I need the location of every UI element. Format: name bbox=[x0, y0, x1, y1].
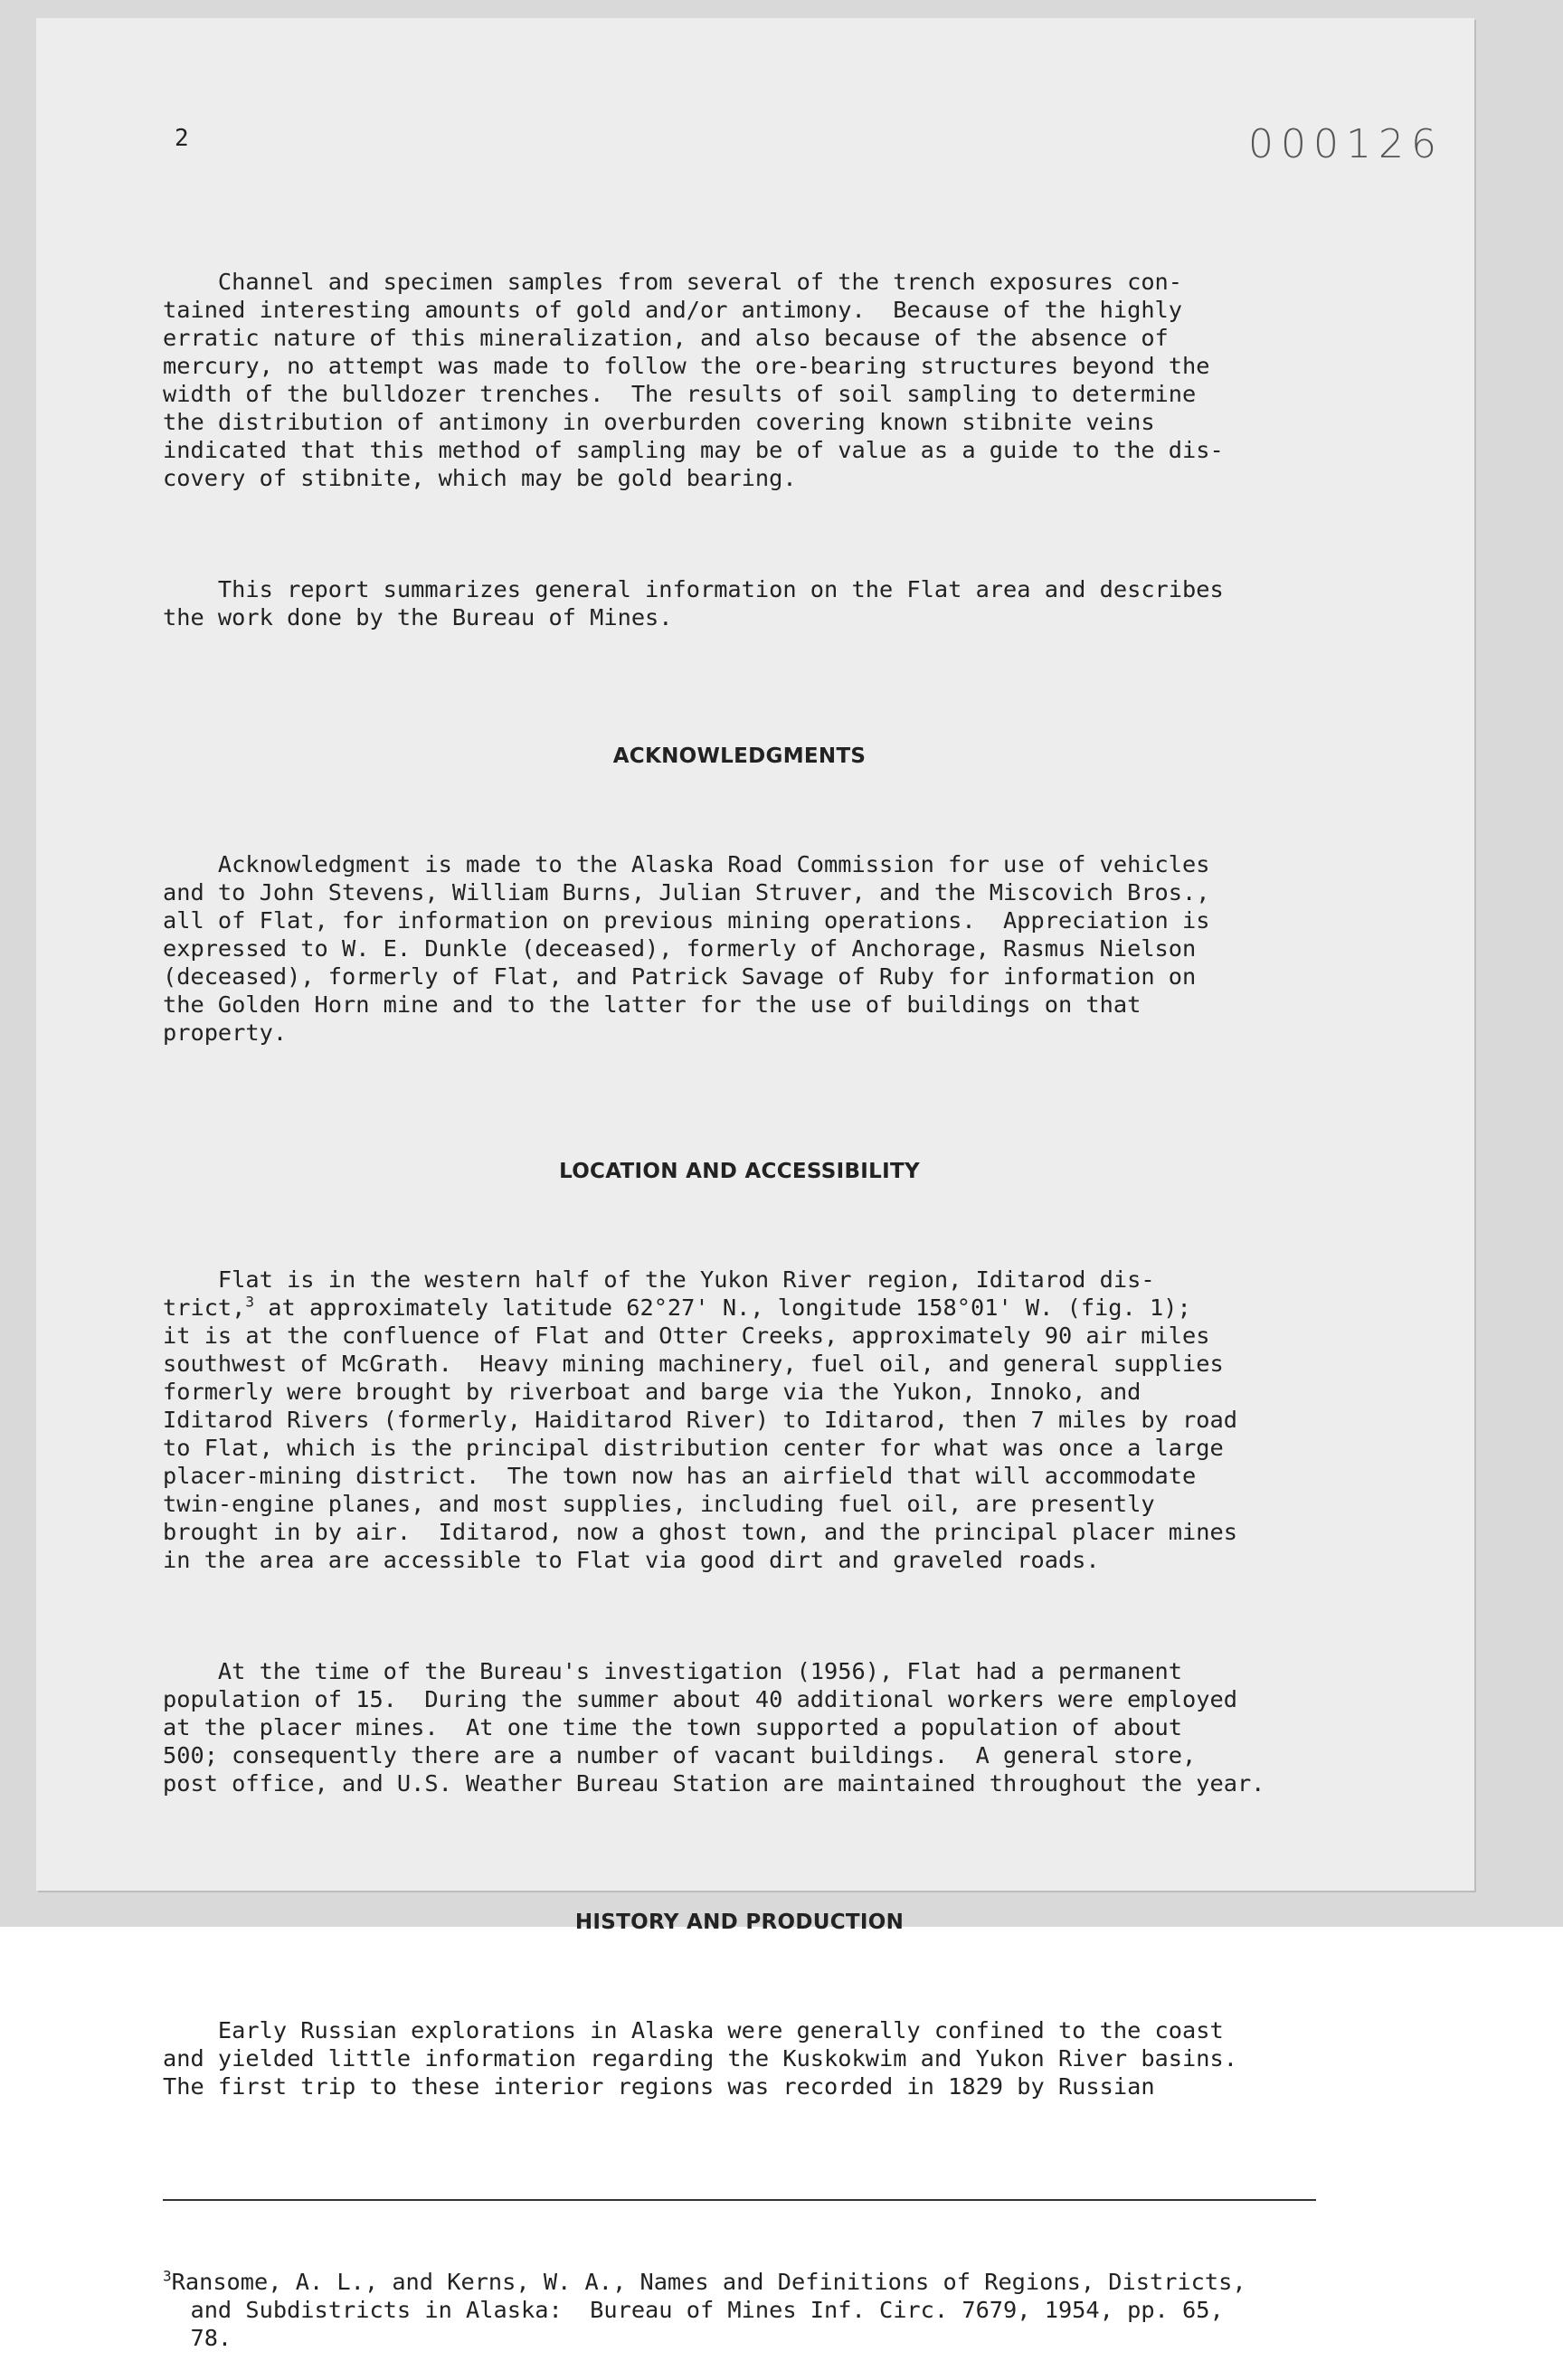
location-p1-start: Flat is in the western half of the Yukon River region, Iditarod dis- trict, bbox=[163, 1266, 1155, 1321]
footnote bbox=[163, 2268, 1316, 2352]
footnote-marker: 3 bbox=[163, 2267, 172, 2285]
document-body bbox=[163, 212, 1316, 2380]
location-p1-rest: at approximately latitude 62°27' N., longitude 158°01' W. (fig. 1); it is at the confluence of Flat and Otter Creeks, approximately 90 air miles southwest of McGrath. Heavy mining machinery, fuel oil, and general supplies formerly were brought by riverboat and barge via the Yukon, Innoko, and Iditarod Rivers (formerly, Haiditarod River) to Iditarod, then 7 miles by road to Flat, which is the principal distribution center for what was once a large placer-mining district. The town now has an airfield that will accommodate twin-engine planes, and most supplies, including fuel oil, are presently brought in by air. Iditarod, now a ghost town, and the principal placer mines in the area are accessible to Flat via good dirt and graveled roads. bbox=[163, 1294, 1237, 1573]
footnote-divider bbox=[163, 2199, 1316, 2201]
footnote-text: Ransome, A. L., and Kerns, W. A., Names and Definitions of Regions, Districts, and Subdistricts in Alaska: Bureau of Mines Inf. Circ. 7679, 1954, pp. 65, 78. bbox=[171, 2269, 1246, 2351]
history-paragraph: Early Russian explorations in Alaska were generally confined to the coast and yielded little information regarding the Kuskokwim and Yukon River basins. The first trip to these interior regions was recorded in 1829 by Russian bbox=[163, 2017, 1237, 2100]
history-heading: HISTORY AND PRODUCTION bbox=[574, 1911, 905, 1934]
location-paragraph-2: At the time of the Bureau's investigation (1956), Flat had a permanent population of 15. During the summer about 40 additional workers were employed at the placer mines. At one time the town supported a population of about 500; consequently there are a number of vacant buildings. A general store, post office, and U.S. Weather Bureau Station are maintained throughout the year. bbox=[163, 1658, 1265, 1797]
location-paragraph-1 bbox=[163, 1266, 1316, 1574]
page-number: 2 bbox=[175, 125, 189, 152]
location-heading: LOCATION AND ACCESSIBILITY bbox=[559, 1160, 920, 1183]
intro-paragraph-1: Channel and specimen samples from several of the trench exposures con- tained interesting amounts of gold and/or antimony. Because of the highly erratic nature of this mineralization, and also because of the absence of mercury, no attempt was made to follow the ore-bearing structures beyond the width of the bulldozer trenches. The results of soil sampling to determine the distribution of antimony in overburden covering known stibnite veins indicated that this method of sampling may be of value as a guide to the dis- covery of stibnite, which may be gold bearing. bbox=[163, 269, 1224, 491]
acknowledgments-paragraph: Acknowledgment is made to the Alaska Road Commission for use of vehicles and to John Stevens, William Burns, Julian Struver, and the Miscovich Bros., all of Flat, for information on previous mining operations. Appreciation is expressed to W. E. Dunkle (deceased), formerly of Anchorage, Rasmus Nielson (deceased), formerly of Flat, and Patrick Savage of Ruby for information on the Golden Horn mine and to the latter for the use of buildings on that property. bbox=[163, 851, 1210, 1046]
acknowledgments-heading: ACKNOWLEDGMENTS bbox=[612, 744, 867, 768]
footnote-reference: 3 bbox=[245, 1293, 255, 1311]
archive-stamp-number: 000126 bbox=[1248, 121, 1444, 167]
intro-paragraph-2: This report summarizes general information on the Flat area and describes the work done by the Bureau of Mines. bbox=[163, 576, 1224, 631]
